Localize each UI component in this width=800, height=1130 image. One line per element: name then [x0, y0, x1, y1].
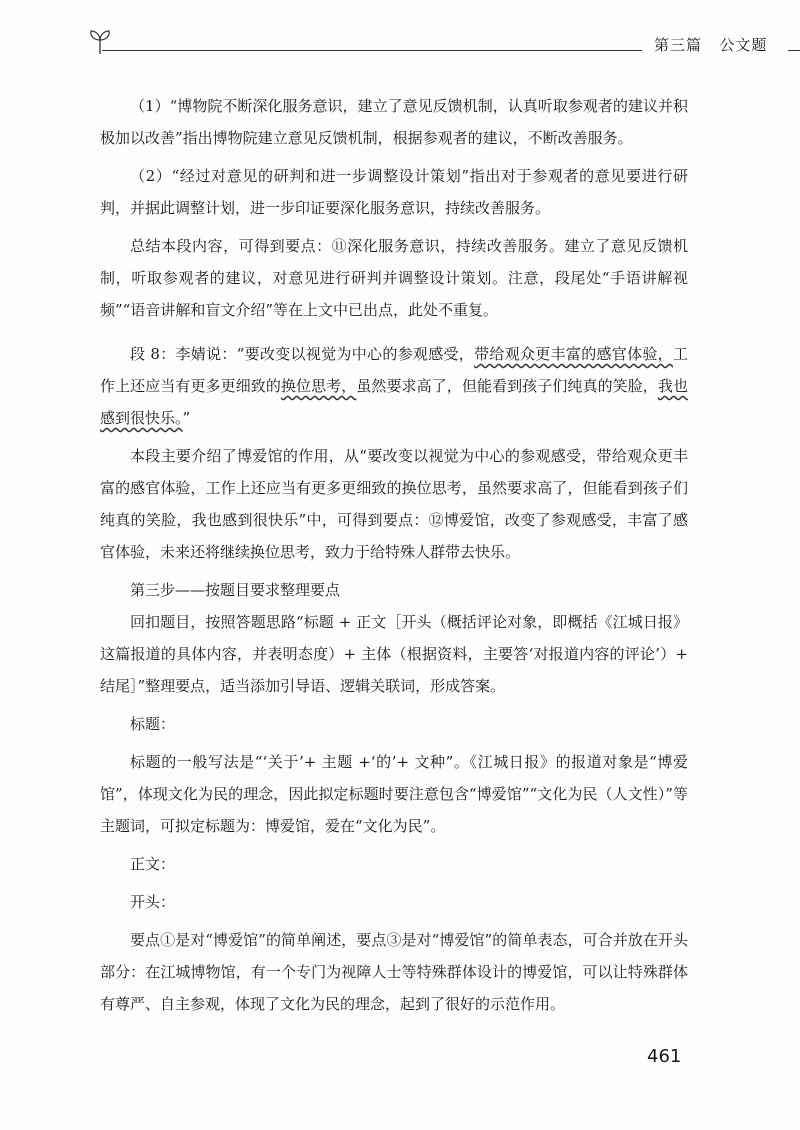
paragraph-5: 本段主要介绍了博爱馆的作用，从“要改变以视觉为中心的参观感受，带给观众更丰富的感官体验，工作上还应当有更多更细致的换位思考，虽然要求高了，但能看到孩子们纯真的笑脸，我也感到很快乐”中，可得到要点：⑫博爱馆，改变了参观感受，丰富了感官体验，未来还将继续换位思考，致力于给特殊人群带去快乐。	[100, 447, 688, 561]
body-label: 正文：	[130, 855, 176, 873]
paragraph-3: 总结本段内容，可得到要点：⑪深化服务意识，持续改善服务。建立了意见反馈机制，听取参观者的建议，对意见进行研判并调整设计策划。注意，段尾处“手语讲解视频”“语音讲解和盲文介绍”等在上文中已出点，此处不重复。	[100, 237, 688, 319]
header-rule-left	[102, 50, 642, 51]
quote-underline-1: 带给观众更丰富的感官体验，	[474, 345, 673, 363]
quote-paragraph	[100, 338, 688, 434]
section-title	[654, 34, 767, 55]
quote-underline-2: 换位思考，	[280, 377, 357, 395]
page-header	[88, 28, 778, 62]
quote-part-2: 工作上还应当有更多更细致的	[100, 345, 688, 395]
quote-close: ”	[182, 409, 191, 427]
paragraph-1: （1）“博物院不断深化服务意识，建立了意见反馈机制，认真听取参观者的建议并积极加以改善”指出博物院建立意见反馈机制，根据参观者的建议，不断改善服务。	[100, 97, 688, 147]
header-rule-right	[788, 50, 800, 51]
paragraph-9: 标题的一般写法是“‘关于’+ 主题 +‘的’+ 文种”。《江城日报》的报道对象是“博爱馆”，体现文化为民的理念，因此拟定标题时要注意包含“博爱馆”“文化为民（人文性）”等主题词，可拟定标题为：博爱馆，爱在“文化为民”。	[100, 753, 688, 835]
step-heading: 第三步——按题目要求整理要点	[130, 581, 341, 599]
paragraph-12: 要点①是对“博爱馆”的简单阐述，要点③是对“博爱馆”的简单表态，可合并放在开头部分：在江城博物馆，有一个专门为视障人士等特殊群体设计的博爱馆，可以让特殊群体有尊严、自主参观，体现了文化为民的理念，起到了很好的示范作用。	[100, 931, 688, 1013]
title-label: 标题：	[130, 715, 176, 733]
page-body	[100, 90, 688, 1020]
paragraph-7: 回扣题目，按照答题思路“标题 + 正文［开头（概括评论对象，即概括《江城日报》这篇报道的具体内容，并表明态度）+ 主体（根据资料，主要答‘对报道内容的评论’）+ 结尾］”整理要点，适当添加引导语、逻辑关联词，形成答案。	[100, 613, 688, 695]
leaf-icon	[88, 28, 112, 56]
quote-part-3: 虽然要求高了，但能看到孩子们纯真的笑脸，	[356, 377, 658, 395]
quote-underline-3: 我也感到很快乐。	[100, 377, 688, 427]
paragraph-2: （2）“经过对意见的研判和进一步调整设计策划”指出对于参观者的意见要进行研判，并据此调整计划，进一步印证要深化服务意识，持续改善服务。	[100, 167, 688, 217]
opening-label: 开头：	[130, 893, 176, 911]
section-label: 第三篇	[654, 36, 703, 54]
page-number: 461	[647, 1046, 682, 1067]
section-name: 公文题	[719, 36, 768, 54]
quote-part-1: 段 8：李婧说：“要改变以视觉为中心的参观感受，	[130, 345, 475, 363]
